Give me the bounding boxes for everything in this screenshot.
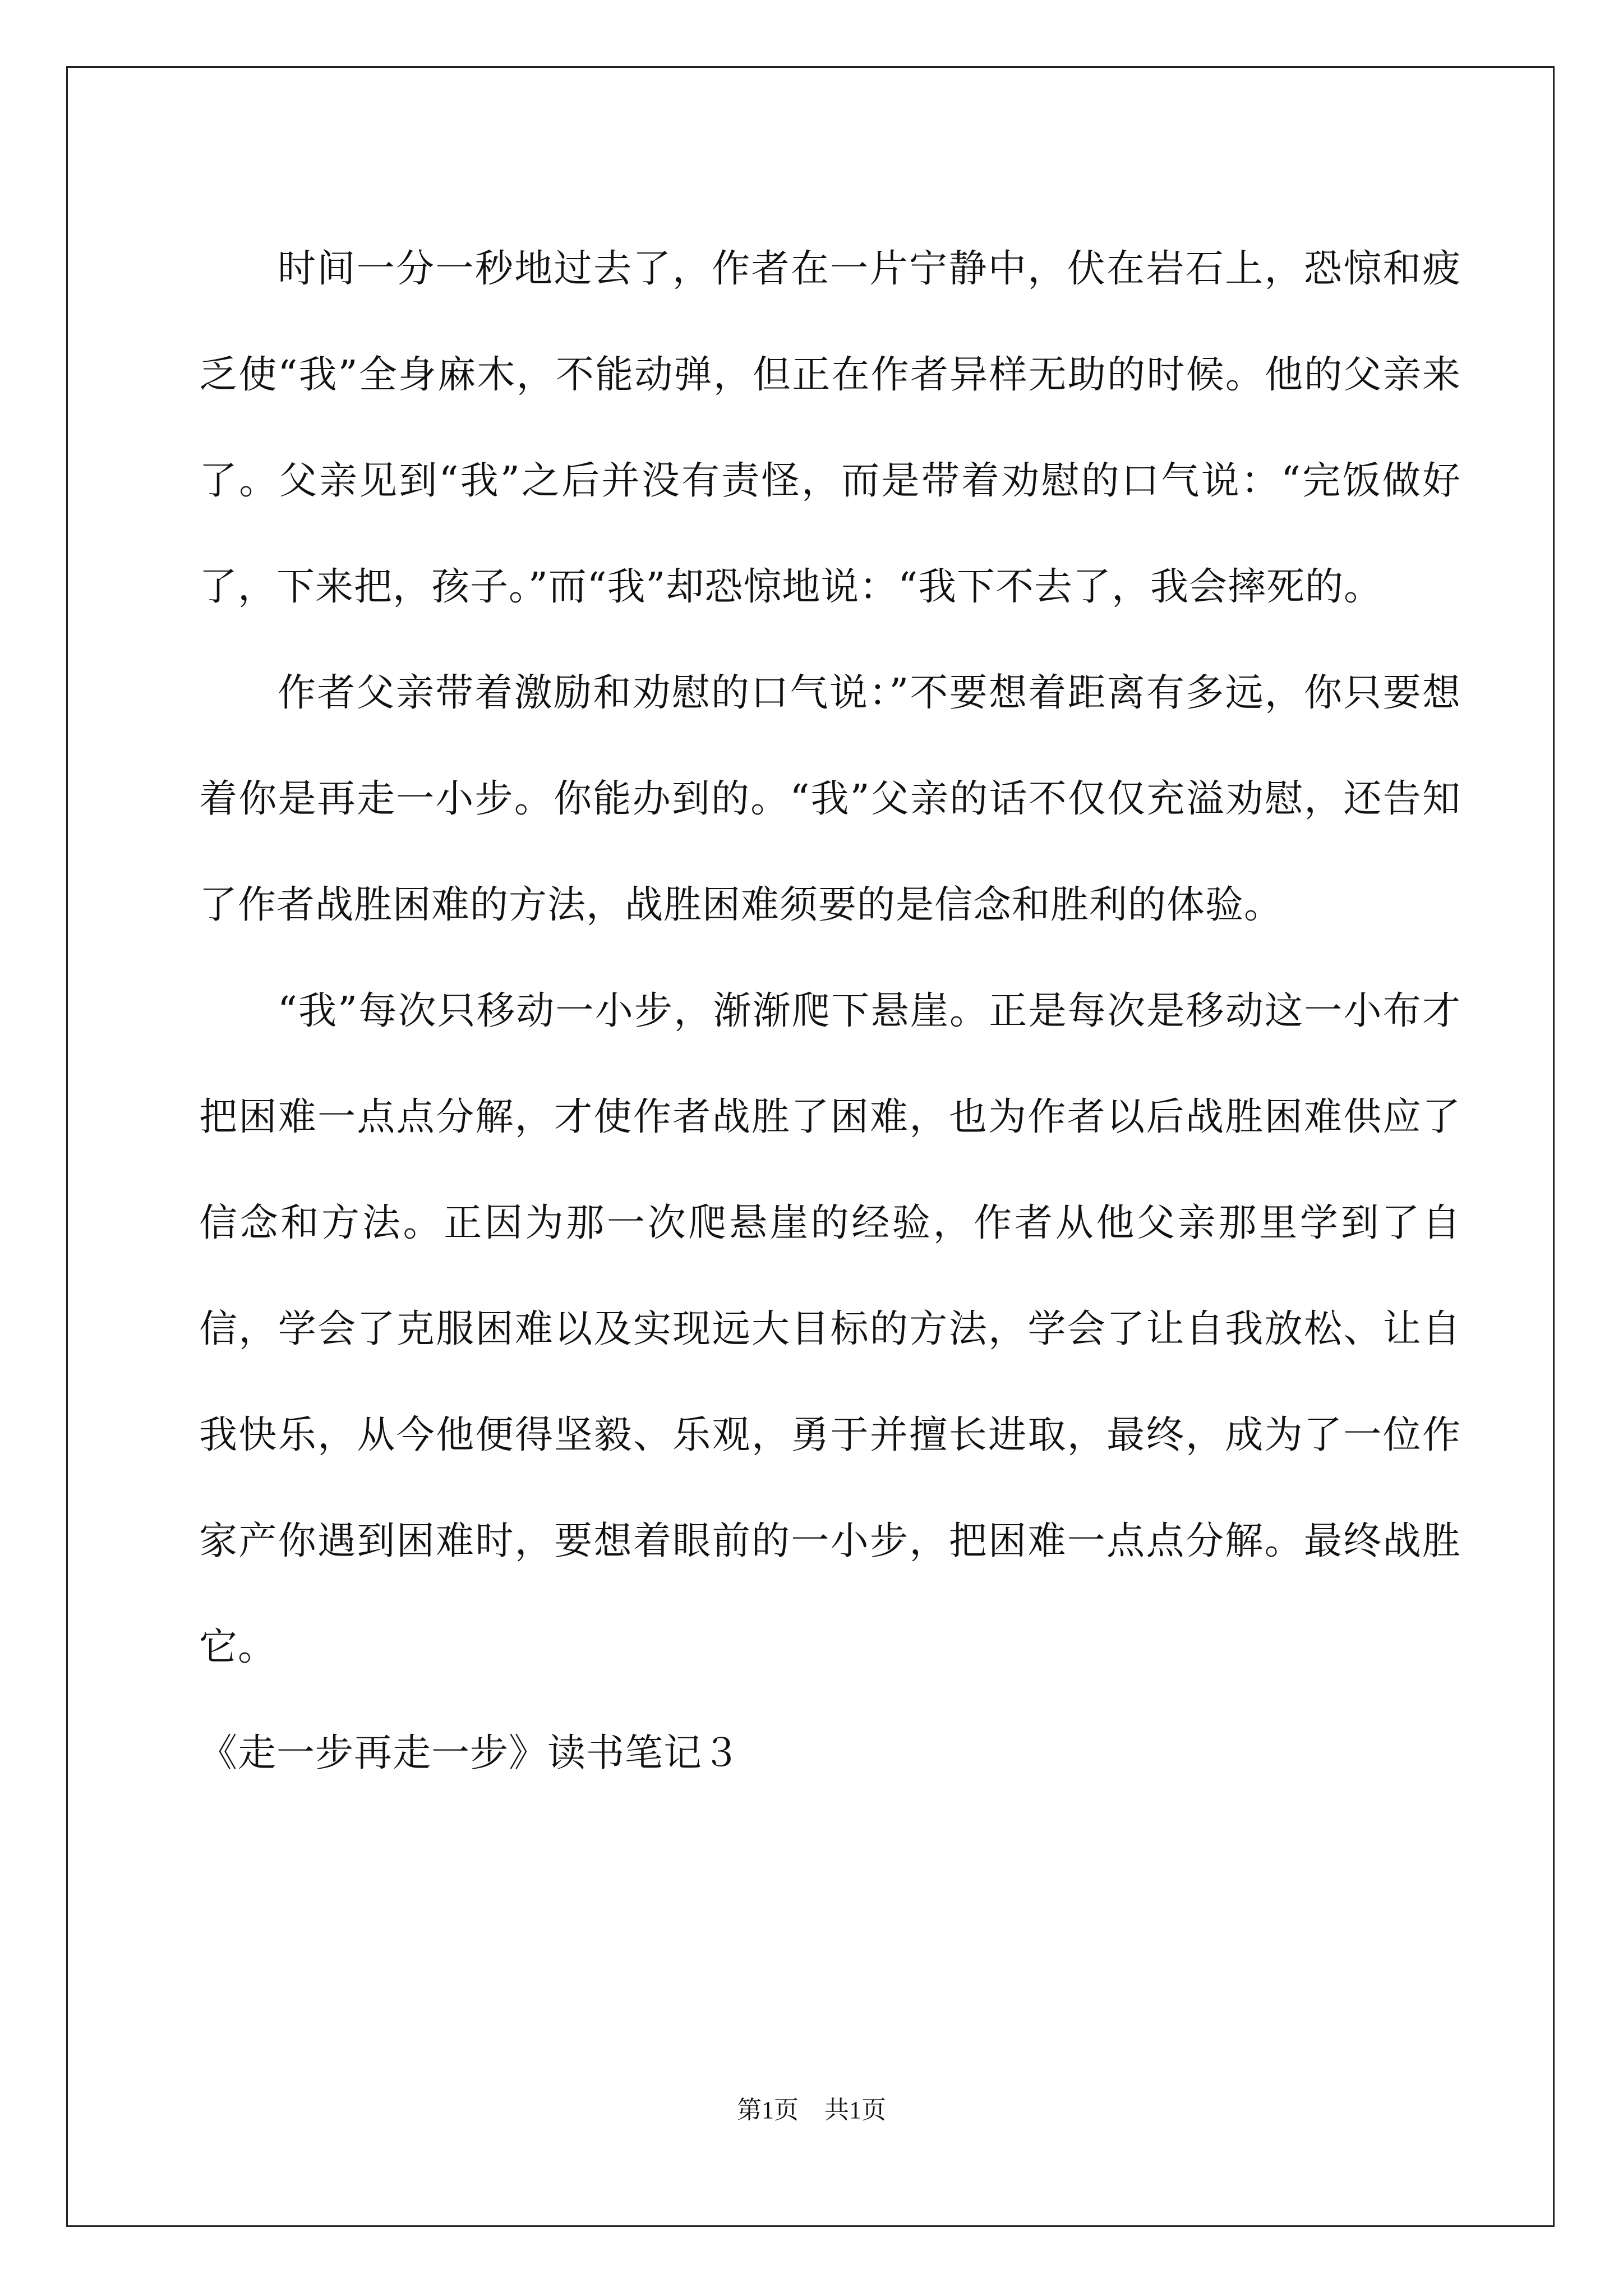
paragraph-1: 时间一分一秒地过去了，作者在一片宁静中，伏在岩石上，恐惊和疲乏使“我”全身麻木，不能动弹，但正在作者异样无助的时候。他的父亲来了。父亲见到“我”之后并没有责怪，而是带着劝慰的口气说：“完饭做好了，下来把，孩子。”而“我”却恐惊地说：“我下不去了，我会摔死的。 <box>199 247 1461 609</box>
document-body <box>199 216 1461 1806</box>
paragraph-2: 作者父亲带着激励和劝慰的口气说：”不要想着距离有多远，你只要想着你是再走一小步。你能办到的。“我”父亲的话不仅仅充溢劝慰，还告知了作者战胜困难的方法，战胜困难须要的是信念和胜利的体验。 <box>199 671 1461 927</box>
page-total: 共1页 <box>824 2096 886 2124</box>
page-number: 第1页 <box>737 2096 799 2124</box>
page-footer <box>0 2093 1623 2127</box>
paragraph-3: “我”每次只移动一小步，渐渐爬下悬崖。正是每次是移动这一小布才把困难一点点分解，才使作者战胜了困难，也为作者以后战胜困难供应了信念和方法。正因为那一次爬悬崖的经验，作者从他父亲那里学到了自信，学会了克服困难以及实现远大目标的方法，学会了让自我放松、让自我快乐，从今他便得坚毅、乐观，勇于并擅长进取，最终，成为了一位作家产你遇到困难时，要想着眼前的一小步，把困难一点点分解。最终战胜它。 <box>199 989 1461 1669</box>
section-heading: 《走一步再走一步》读书笔记３ <box>199 1731 741 1775</box>
